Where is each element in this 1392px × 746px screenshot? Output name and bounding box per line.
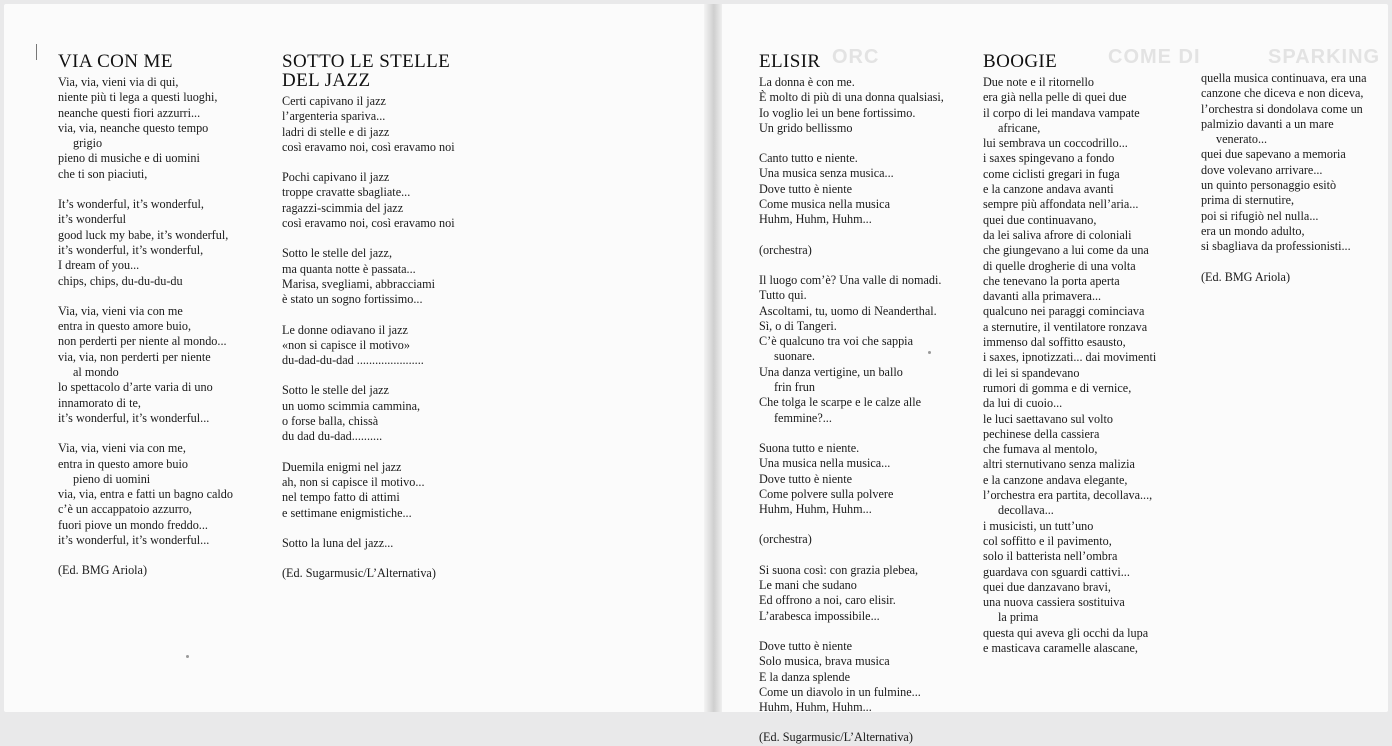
lyric-line: femmine?...: [774, 410, 832, 425]
lyrics-body: [282, 94, 455, 551]
lyric-line: Due note e il ritornello: [983, 75, 1095, 89]
lyric-line: Marisa, svegliami, abbracciami: [282, 276, 435, 291]
lyric-line: è stato un sogno fortissimo...: [282, 292, 423, 307]
lyric-line: e la canzone andava elegante,: [983, 472, 1128, 487]
lyric-line: entra in questo amore buio: [58, 456, 188, 471]
stanza: [759, 441, 944, 517]
lyric-line: Dove tutto è niente: [759, 471, 853, 486]
lyric-line: al mondo: [73, 365, 119, 380]
lyric-line: Sotto la luna del jazz...: [282, 535, 394, 550]
lyric-line: Dove tutto è niente: [759, 638, 853, 653]
lyric-line: questa qui aveva gli occhi da lupa: [983, 625, 1149, 640]
lyric-line: non perderti per niente al mondo...: [58, 334, 227, 349]
lyric-line: africane,: [998, 120, 1041, 135]
lyric-line: It’s wonderful, it’s wonderful,: [58, 197, 204, 212]
lyric-line: neanche questi fiori azzurri...: [58, 105, 201, 120]
song-title: VIA CON ME: [58, 51, 173, 72]
lyric-line: frin frun: [774, 380, 815, 395]
stanza: [282, 536, 455, 551]
stanza: [759, 75, 944, 136]
lyric-line: pieno di musiche e di uomini: [58, 151, 200, 166]
lyric-line: nel tempo fatto di attimi: [282, 490, 400, 505]
lyric-line: «non si capisce il motivo»: [282, 337, 410, 352]
lyric-line: (orchestra): [759, 532, 812, 547]
lyric-line: di lei si spandevano: [983, 365, 1080, 380]
lyric-line: poi si rifugiò nel nulla...: [1201, 208, 1319, 223]
lyrics-body: [983, 75, 1156, 656]
stanza: [58, 441, 233, 548]
lyric-line: È molto di più di una donna qualsiasi,: [759, 90, 944, 105]
lyric-line: Huhm, Huhm, Huhm...: [759, 212, 872, 227]
lyric-line: Solo musica, brava musica: [759, 654, 890, 669]
lyric-line: quei due continuavano,: [983, 212, 1097, 227]
stanza: [759, 639, 944, 715]
lyric-line: Dove tutto è niente: [759, 181, 853, 196]
song-elisir: [759, 52, 944, 746]
lyric-line: guardava con sguardi cattivi...: [983, 564, 1130, 579]
lyric-line: via, via, entra e fatti un bagno caldo: [58, 487, 233, 502]
lyric-line: così eravamo noi, così eravamo noi: [282, 216, 455, 231]
lyric-line: I dream of you...: [58, 258, 140, 273]
stanza: [983, 75, 1156, 656]
lyric-line: dove volevano arrivare...: [1201, 162, 1323, 177]
lyric-line: Un grido bellissmo: [759, 120, 853, 135]
lyric-line: Huhm, Huhm, Huhm...: [759, 502, 872, 517]
publisher-credit: (Ed. Sugarmusic/L’Alternativa): [282, 566, 436, 581]
lyric-line: c’è un accappatoio azzurro,: [58, 502, 192, 517]
lyric-line: good luck my babe, it’s wonderful,: [58, 227, 229, 242]
stanza: [58, 197, 233, 289]
lyric-line: lo spettacolo d’arte varia di uno: [58, 380, 213, 395]
lyric-line: che ti son piaciuti,: [58, 166, 148, 181]
lyric-line: C’è qualcuno tra voi che sappia: [759, 334, 913, 349]
lyric-line: rumori di gomma e di vernice,: [983, 380, 1132, 395]
lyric-line: quei due danzavano bravi,: [983, 579, 1111, 594]
publisher-credit: (Ed. BMG Ariola): [58, 563, 148, 578]
lyrics-body: [58, 75, 233, 548]
lyric-line: fuori piove un mondo freddo...: [58, 517, 208, 532]
lyric-line: du-dad-du-dad ......................: [282, 353, 424, 368]
stanza: [282, 94, 455, 155]
lyric-line: o forse balla, chissà: [282, 414, 379, 429]
lyrics-body: [759, 75, 944, 715]
stanza: [58, 75, 233, 182]
song-sotto-le-stelle-del-jazz: [282, 52, 455, 581]
song-title: SOTTO LE STELLE DEL JAZZ: [282, 51, 451, 91]
lyric-line: Sotto le stelle del jazz,: [282, 246, 392, 261]
lyric-line: Sì, o di Tangeri.: [759, 318, 837, 333]
publisher-credit: (Ed. Sugarmusic/L’Alternativa): [759, 730, 913, 745]
song-boogie: [983, 52, 1156, 671]
song-title: ELISIR: [759, 51, 821, 72]
lyric-line: via, via, neanche questo tempo: [58, 120, 209, 135]
lyric-line: entra in questo amore buio,: [58, 319, 192, 334]
lyric-line: via, via, non perderti per niente: [58, 349, 211, 364]
stanza: [759, 532, 944, 547]
lyric-line: Ed offrono a noi, caro elisir.: [759, 593, 896, 608]
stanza: [282, 323, 455, 369]
stanza: [1201, 71, 1366, 255]
stanza: [58, 304, 233, 426]
lyric-line: decollava...: [998, 503, 1054, 518]
lyric-line: pechinese della cassiera: [983, 426, 1100, 441]
lyric-line: La donna è con me.: [759, 75, 855, 89]
lyric-line: che giungevano a lui come da una: [983, 243, 1149, 258]
bleed-through-ghost-text: ORC: [832, 46, 880, 68]
lyric-line: Il luogo com’è? Una valle di nomadi.: [759, 272, 942, 287]
lyric-line: col soffitto e il pavimento,: [983, 533, 1112, 548]
lyric-line: da lui di cuoio...: [983, 396, 1063, 411]
song-via-con-me: [58, 52, 233, 579]
lyric-line: L’arabesca impossibile...: [759, 608, 880, 623]
lyric-line: Come un diavolo in un fulmine...: [759, 684, 921, 699]
lyric-line: Duemila enigmi nel jazz: [282, 459, 402, 474]
lyric-line: palmizio davanti a un mare: [1201, 116, 1334, 131]
lyric-line: l’orchestra era partita, decollava...,: [983, 488, 1153, 503]
lyric-line: e settimane enigmistiche...: [282, 505, 412, 520]
stanza: [282, 383, 455, 444]
lyrics-body: [1201, 71, 1366, 255]
lyric-line: Huhm, Huhm, Huhm...: [759, 700, 872, 715]
lyric-line: ma quanta notte è passata...: [282, 261, 416, 276]
lyric-line: qualcuno nei paraggi cominciava: [983, 304, 1145, 319]
lyric-line: l’argenteria spariva...: [282, 109, 386, 124]
lyric-line: Via, via, vieni via di qui,: [58, 75, 179, 89]
bleed-through-ghost-text: SPARKING: [1268, 46, 1381, 68]
stanza: [759, 151, 944, 227]
lyric-line: suonare.: [774, 349, 815, 364]
paper-speck: [186, 655, 189, 658]
lyric-line: sempre più affondata nell’aria...: [983, 197, 1139, 212]
lyric-line: prima di sternutire,: [1201, 193, 1295, 208]
lyric-line: i saxes spingevano a fondo: [983, 151, 1115, 166]
lyric-line: così eravamo noi, così eravamo noi: [282, 139, 455, 154]
lyric-line: venerato...: [1216, 132, 1268, 147]
lyric-line: innamorato di te,: [58, 395, 141, 410]
lyric-line: le luci saettavano sul volto: [983, 411, 1113, 426]
lyric-line: Pochi capivano il jazz: [282, 170, 390, 185]
lyric-line: i musicisti, un tutt’uno: [983, 518, 1094, 533]
lyric-line: ladri di stelle e di jazz: [282, 124, 390, 139]
lyric-line: e masticava caramelle alascane,: [983, 640, 1138, 655]
lyric-line: Una danza vertigine, un ballo: [759, 364, 903, 379]
lyric-line: da lei saliva afrore di coloniali: [983, 227, 1132, 242]
stanza: [759, 243, 944, 258]
lyric-line: it’s wonderful, it’s wonderful,: [58, 242, 204, 257]
lyric-line: Tutto qui.: [759, 288, 807, 303]
lyric-line: du dad du-dad..........: [282, 429, 383, 444]
lyric-line: Le mani che sudano: [759, 578, 857, 593]
lyric-line: si sbagliava da professionisti...: [1201, 239, 1351, 254]
publisher-credit: (Ed. BMG Ariola): [1201, 269, 1291, 284]
song-boogie-continued: [1201, 71, 1366, 285]
lyric-line: Come polvere sulla polvere: [759, 486, 894, 501]
lyric-line: Io voglio lei un bene fortissimo.: [759, 105, 916, 120]
lyric-line: Certi capivano il jazz: [282, 94, 386, 108]
lyric-line: la prima: [998, 610, 1039, 625]
lyric-line: Una musica nella musica...: [759, 456, 891, 471]
bleed-through-ghost-text: COME DI: [1108, 46, 1201, 68]
lyric-line: grigio: [73, 136, 103, 151]
lyric-line: (orchestra): [759, 242, 812, 257]
lyric-line: Si suona così: con grazia plebea,: [759, 562, 919, 577]
lyric-line: un quinto personaggio esitò: [1201, 178, 1337, 193]
lyric-line: era un mondo adulto,: [1201, 223, 1305, 238]
lyric-line: E la danza splende: [759, 669, 851, 684]
lyric-line: l’orchestra si dondolava come un: [1201, 101, 1363, 116]
lyric-line: Via, via, vieni via con me: [58, 303, 183, 318]
lyric-line: immenso dal soffitto esausto,: [983, 335, 1126, 350]
stanza: [282, 246, 455, 307]
lyric-line: un uomo scimmia cammina,: [282, 398, 421, 413]
lyric-line: una nuova cassiera sostituiva: [983, 595, 1125, 610]
stanza: [759, 563, 944, 624]
lyric-line: troppe cravatte sbagliate...: [282, 185, 411, 200]
lyric-line: it’s wonderful: [58, 212, 127, 227]
lyric-line: canzone che diceva e non diceva,: [1201, 86, 1364, 101]
lyric-line: chips, chips, du-du-du-du: [58, 273, 183, 288]
lyric-line: a sternutire, il ventilatore ronzava: [983, 319, 1148, 334]
lyric-line: il corpo di lei mandava vampate: [983, 105, 1140, 120]
lyric-line: ragazzi-scimmia del jazz: [282, 200, 404, 215]
stanza: [282, 170, 455, 231]
lyric-line: Suona tutto e niente.: [759, 440, 860, 455]
stanza: [282, 460, 455, 521]
song-title: BOOGIE: [983, 51, 1058, 72]
lyric-line: pieno di uomini: [73, 471, 151, 486]
lyric-line: Ascoltami, tu, uomo di Neanderthal.: [759, 303, 937, 318]
lyric-line: quei due sapevano a memoria: [1201, 147, 1346, 162]
lyric-line: e la canzone andava avanti: [983, 182, 1114, 197]
lyric-line: come ciclisti gregari in fuga: [983, 166, 1120, 181]
lyric-line: Come musica nella musica: [759, 197, 890, 212]
lyric-line: Sotto le stelle del jazz: [282, 383, 389, 398]
lyric-line: Una musica senza musica...: [759, 166, 894, 181]
margin-mark: [36, 44, 37, 60]
lyric-line: niente più ti lega a questi luoghi,: [58, 90, 218, 105]
lyric-line: quella musica continuava, era una: [1201, 71, 1367, 85]
lyric-line: ah, non si capisce il motivo...: [282, 474, 425, 489]
lyric-line: che tenevano la porta aperta: [983, 273, 1120, 288]
lyric-line: it’s wonderful, it’s wonderful...: [58, 410, 210, 425]
lyric-line: di quelle drogherie di una volta: [983, 258, 1136, 273]
lyric-line: altri sternutivano senza malizia: [983, 457, 1135, 472]
lyric-line: Canto tutto e niente.: [759, 151, 858, 166]
lyric-line: che fumava al mentolo,: [983, 442, 1098, 457]
lyric-line: davanti alla primavera...: [983, 289, 1102, 304]
lyric-line: Le donne odiavano il jazz: [282, 322, 408, 337]
lyric-line: era già nella pelle di quei due: [983, 90, 1127, 105]
stanza: [759, 273, 944, 426]
lyric-line: Che tolga le scarpe e le calze alle: [759, 395, 922, 410]
lyric-line: it’s wonderful, it’s wonderful...: [58, 533, 210, 548]
lyric-line: Via, via, vieni via con me,: [58, 441, 186, 456]
lyric-line: i saxes, ipnotizzati... dai movimenti: [983, 350, 1157, 365]
booklet-spine-fold: [704, 4, 722, 712]
lyric-line: solo il batterista nell’ombra: [983, 549, 1118, 564]
lyric-line: lui sembrava un coccodrillo...: [983, 136, 1128, 151]
